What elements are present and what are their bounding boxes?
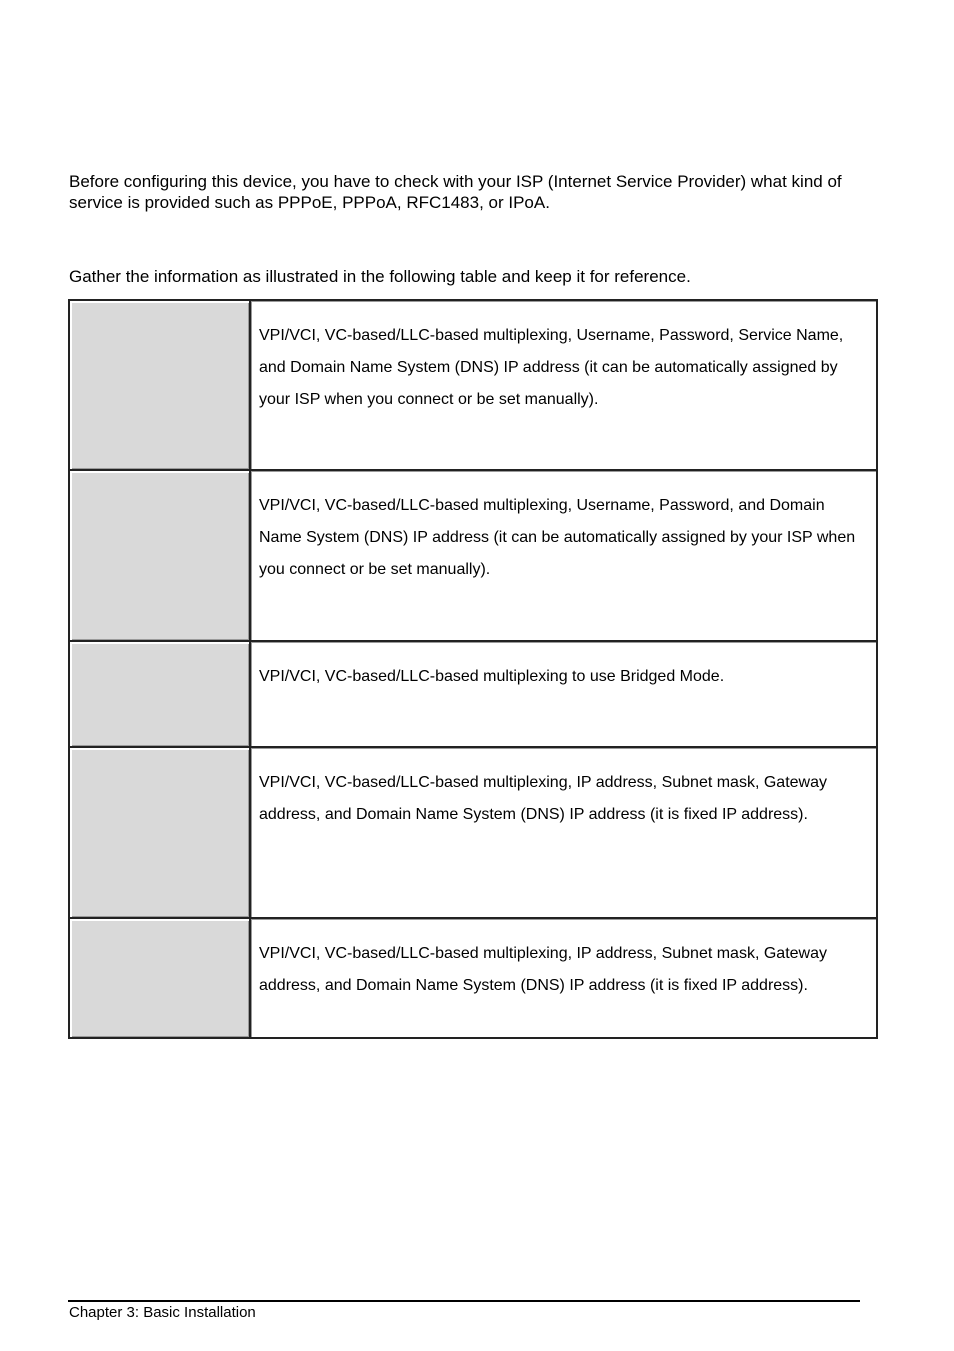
required-info-cell	[250, 470, 877, 640]
table-row	[69, 747, 877, 917]
table-row	[69, 470, 877, 640]
required-info-cell	[250, 300, 877, 470]
required-info-text: VPI/VCI, VC-based/LLC-based multiplexing, IP address, Subnet mask, Gateway address, and Domain Name System (DNS) IP address (it is fixed IP address).	[259, 774, 827, 824]
service-type-label	[70, 642, 249, 662]
footer-chapter-title: Chapter 3: Basic Installation	[69, 1304, 256, 1321]
service-type-cell	[69, 300, 250, 470]
table-row	[69, 641, 877, 747]
service-type-label	[70, 919, 249, 939]
table-row	[69, 918, 877, 1038]
intro-paragraph: Before configuring this device, you have to check with your ISP (Internet Service Provider) what kind of service is provided such as PPPoE, PPPoA, RFC1483, or IPoA.	[69, 172, 842, 212]
service-type-label	[70, 471, 249, 491]
service-type-cell	[69, 747, 250, 917]
table-row	[69, 300, 877, 470]
footer-divider	[68, 1300, 860, 1302]
required-info-text: VPI/VCI, VC-based/LLC-based multiplexing, Username, Password, Service Name, and Domain Name System (DNS) IP address (it can be automatically assigned by your ISP when you connect or be set manually).	[259, 327, 844, 408]
service-type-cell	[69, 918, 250, 1038]
required-info-text: VPI/VCI, VC-based/LLC-based multiplexing, IP address, Subnet mask, Gateway address, and Domain Name System (DNS) IP address (it is fixed IP address).	[259, 944, 827, 994]
service-type-label	[70, 301, 249, 321]
required-info-cell	[250, 918, 877, 1038]
required-info-text: VPI/VCI, VC-based/LLC-based multiplexing, Username, Password, and Domain Name System (DNS) IP address (it can be automatically assigned by your ISP when you connect or be set manually).	[259, 497, 856, 579]
gather-instruction: Gather the information as illustrated in the following table and keep it for reference.	[69, 267, 691, 286]
required-info-text: VPI/VCI, VC-based/LLC-based multiplexing to use Bridged Mode.	[259, 667, 725, 685]
service-type-label	[70, 748, 249, 768]
isp-info-table	[68, 299, 878, 1039]
service-type-cell	[69, 641, 250, 747]
service-type-cell	[69, 470, 250, 640]
required-info-cell	[250, 747, 877, 917]
required-info-cell	[250, 641, 877, 747]
